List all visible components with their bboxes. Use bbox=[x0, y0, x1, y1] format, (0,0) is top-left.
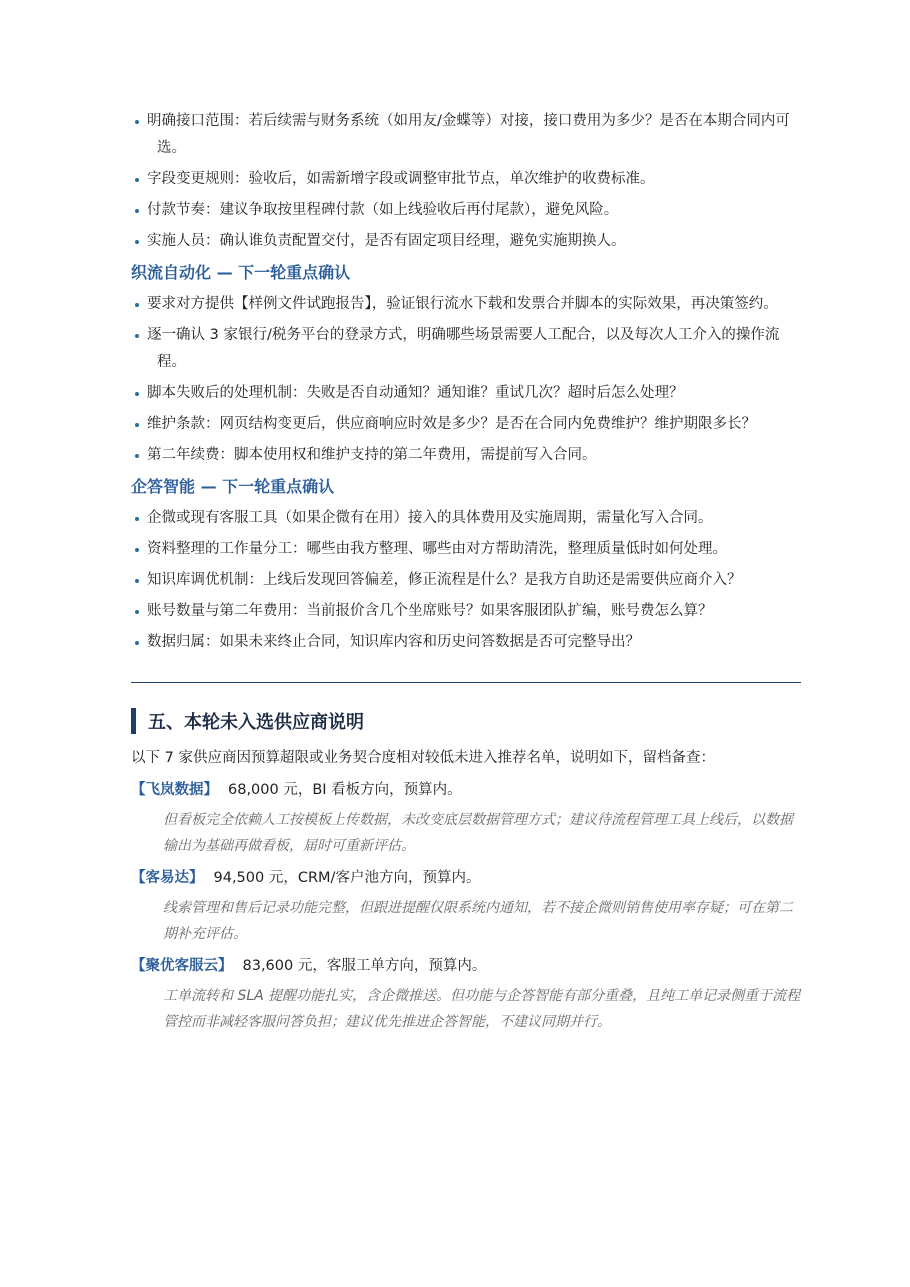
vendor-entry bbox=[131, 777, 801, 859]
vendor-description: 线索管理和售后记录功能完整，但跟进提醒仅限系统内通知，若不接企微则销售使用率存疑；可在第二期补充评估。 bbox=[163, 900, 793, 942]
document-page bbox=[131, 108, 801, 1041]
vendor-header bbox=[131, 953, 801, 979]
section-intro: 以下 7 家供应商因预算超限或业务契合度相对较低未进入推荐名单，说明如下，留档备查： bbox=[131, 750, 715, 766]
bullet-list-zhiliu bbox=[131, 291, 801, 469]
bullet-dot-icon bbox=[135, 579, 139, 583]
list-item: 明确接口范围：若后续需与财务系统（如用友/金蝶等）对接，接口费用为多少？是否在本期合同内可选。 bbox=[131, 108, 801, 162]
bullet-dot-icon bbox=[135, 240, 139, 244]
subheading-qida: 企答智能 — 下一轮重点确认 bbox=[131, 477, 335, 496]
list-item: 数据归属：如果未来终止合同，知识库内容和历史问答数据是否可完整导出？ bbox=[131, 629, 801, 656]
bullet-dot-icon bbox=[135, 454, 139, 458]
bullet-dot-icon bbox=[135, 178, 139, 182]
vendor-name: 【客易达】 bbox=[131, 870, 204, 886]
bullet-dot-icon bbox=[135, 120, 139, 124]
section-heading bbox=[131, 707, 801, 735]
list-item: 付款节奏：建议争取按里程碑付款（如上线验收后再付尾款），避免风险。 bbox=[131, 197, 801, 224]
vendor-summary: 83,600 元，客服工单方向，预算内。 bbox=[242, 958, 487, 974]
bullet-dot-icon bbox=[135, 610, 139, 614]
list-item: 维护条款：网页结构变更后，供应商响应时效是多少？是否在合同内免费维护？维护期限多长？ bbox=[131, 411, 801, 438]
bullet-dot-icon bbox=[135, 641, 139, 645]
bullet-dot-icon bbox=[135, 517, 139, 521]
vendor-summary: 68,000 元，BI 看板方向，预算内。 bbox=[228, 782, 462, 798]
bullet-dot-icon bbox=[135, 303, 139, 307]
heading-bar-icon bbox=[131, 708, 136, 734]
vendor-description: 工单流转和 SLA 提醒功能扎实，含企微推送。但功能与企答智能有部分重叠，且纯工单记录侧重于流程管控而非减轻客服问答负担；建议优先推进企答智能，不建议同期并行。 bbox=[163, 988, 801, 1030]
list-item: 企微或现有客服工具（如果企微有在用）接入的具体费用及实施周期，需量化写入合同。 bbox=[131, 505, 801, 532]
vendor-header bbox=[131, 777, 801, 803]
list-item: 账号数量与第二年费用：当前报价含几个坐席账号？如果客服团队扩编，账号费怎么算？ bbox=[131, 598, 801, 625]
list-item: 脚本失败后的处理机制：失败是否自动通知？通知谁？重试几次？超时后怎么处理？ bbox=[131, 380, 801, 407]
bullet-dot-icon bbox=[135, 334, 139, 338]
bullet-list-contract bbox=[131, 108, 801, 255]
section-divider bbox=[131, 682, 801, 683]
list-item: 实施人员：确认谁负责配置交付，是否有固定项目经理，避免实施期换人。 bbox=[131, 228, 801, 255]
list-item: 字段变更规则：验收后，如需新增字段或调整审批节点，单次维护的收费标准。 bbox=[131, 166, 801, 193]
bullet-dot-icon bbox=[135, 423, 139, 427]
vendor-description: 但看板完全依赖人工按模板上传数据，未改变底层数据管理方式；建议待流程管理工具上线后，以数据输出为基础再做看板，届时可重新评估。 bbox=[163, 812, 793, 854]
list-item: 知识库调优机制：上线后发现回答偏差，修正流程是什么？是我方自助还是需要供应商介入？ bbox=[131, 567, 801, 594]
vendor-name: 【飞岚数据】 bbox=[131, 782, 218, 798]
bullet-dot-icon bbox=[135, 548, 139, 552]
list-item: 逐一确认 3 家银行/税务平台的登录方式，明确哪些场景需要人工配合，以及每次人工介入的操作流程。 bbox=[131, 322, 801, 376]
vendor-header bbox=[131, 865, 801, 891]
bullet-dot-icon bbox=[135, 392, 139, 396]
vendor-name: 【聚优客服云】 bbox=[131, 958, 233, 974]
bullet-dot-icon bbox=[135, 209, 139, 213]
vendor-entry bbox=[131, 953, 801, 1035]
section-heading-text: 五、本轮未入选供应商说明 bbox=[148, 712, 364, 733]
list-item: 要求对方提供【样例文件试跑报告】，验证银行流水下载和发票合并脚本的实际效果，再决策签约。 bbox=[131, 291, 801, 318]
subheading-zhiliu: 织流自动化 — 下一轮重点确认 bbox=[131, 263, 351, 282]
list-item: 第二年续费：脚本使用权和维护支持的第二年费用，需提前写入合同。 bbox=[131, 442, 801, 469]
bullet-list-qida bbox=[131, 505, 801, 656]
vendor-summary: 94,500 元，CRM/客户池方向，预算内。 bbox=[213, 870, 481, 886]
vendor-entry bbox=[131, 865, 801, 947]
list-item: 资料整理的工作量分工：哪些由我方整理、哪些由对方帮助清洗，整理质量低时如何处理。 bbox=[131, 536, 801, 563]
